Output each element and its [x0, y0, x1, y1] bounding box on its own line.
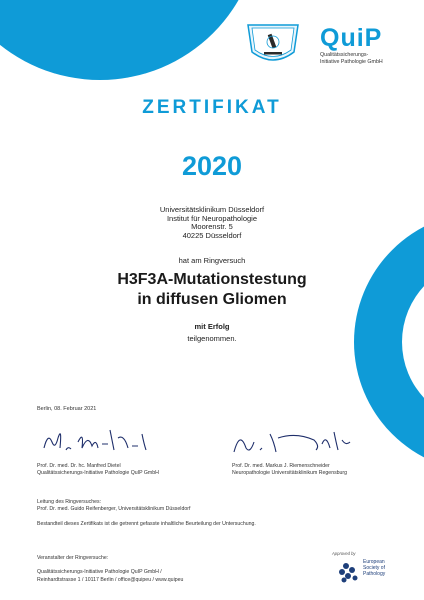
trial-lead-name: Prof. Dr. med. Guido Reifenberger, Universitätsklinikum Düsseldorf — [37, 506, 191, 512]
recipient-line4: 40225 Düsseldorf — [182, 230, 242, 240]
organizer-line2: Reinhardtstrasse 1 / 10117 Berlin / office@quipeu / www.quipeu — [37, 577, 184, 583]
esp-name-line2: Society of — [363, 565, 385, 571]
esp-name-line1: European — [363, 559, 385, 565]
trial-topic-line2: in diffusen Gliomen — [137, 291, 287, 308]
certificate-year: 2020 — [181, 151, 243, 181]
trial-result-line2: teilgenommen. — [187, 334, 237, 343]
signer-1-name: Prof. Dr. med. Dr. hc. Manfred Dietel — [37, 463, 121, 469]
signer-2 — [232, 463, 347, 477]
trial-result-line1: mit Erfolg — [194, 322, 230, 331]
quip-logo — [320, 26, 412, 66]
certificate-title: ZERTIFIKAT — [142, 97, 282, 118]
organizer-line1: Qualitätssicherungs-Initiative Pathologie QuIP GmbH / — [37, 569, 162, 575]
quip-logo-tagline — [320, 52, 412, 66]
recipient-address — [0, 206, 424, 240]
quip-tagline-line1: Qualitätssicherungs- — [320, 52, 369, 58]
recipient-line3: Moorenstr. 5 — [191, 222, 233, 231]
quip-tagline-line2: Initiative Pathologie GmbH — [320, 59, 383, 65]
trial-intro: hat am Ringversuch — [178, 256, 246, 265]
esp-name-line3: Pathology — [363, 571, 386, 577]
esp-logo-text — [363, 559, 385, 577]
signer-2-name: Prof. Dr. med. Markus J. Riemenschneider — [232, 463, 330, 469]
signature-1 — [38, 420, 158, 460]
signature-2 — [226, 420, 356, 460]
microscope-seal-icon — [244, 22, 302, 68]
decorative-circle-top — [0, 0, 260, 80]
approved-by-label: Approved by — [332, 551, 356, 556]
trial-topic — [0, 270, 424, 310]
signing-date: Berlin, 08. Februar 2021 — [37, 406, 97, 412]
signer-1 — [37, 463, 159, 477]
quip-logo-wordmark: QuiP — [320, 24, 383, 52]
trial-topic-line1: H3F3A-Mutationstestung — [117, 271, 307, 288]
organizer-label: Veranstalter der Ringversuche: — [37, 555, 109, 561]
recipient-line2: Institut für Neuropathologie — [166, 213, 258, 223]
organizer — [37, 554, 183, 584]
recipient-line1: Universitätsklinikum Düsseldorf — [159, 205, 265, 214]
certificate-note: Bestandteil dieses Zertifikats ist die getrennt gefasste inhaltliche Beurteilung der Untersuchung. — [37, 521, 256, 527]
trial-lead — [37, 499, 190, 513]
trial-result — [0, 321, 424, 345]
signer-2-org: Neuropathologie Universitätsklinikum Regensburg — [232, 470, 348, 476]
signer-1-org: Qualitätssicherungs-Initiative Pathologie QuIP GmbH — [37, 470, 159, 476]
trial-lead-label: Leitung des Ringversuches: — [37, 499, 102, 505]
